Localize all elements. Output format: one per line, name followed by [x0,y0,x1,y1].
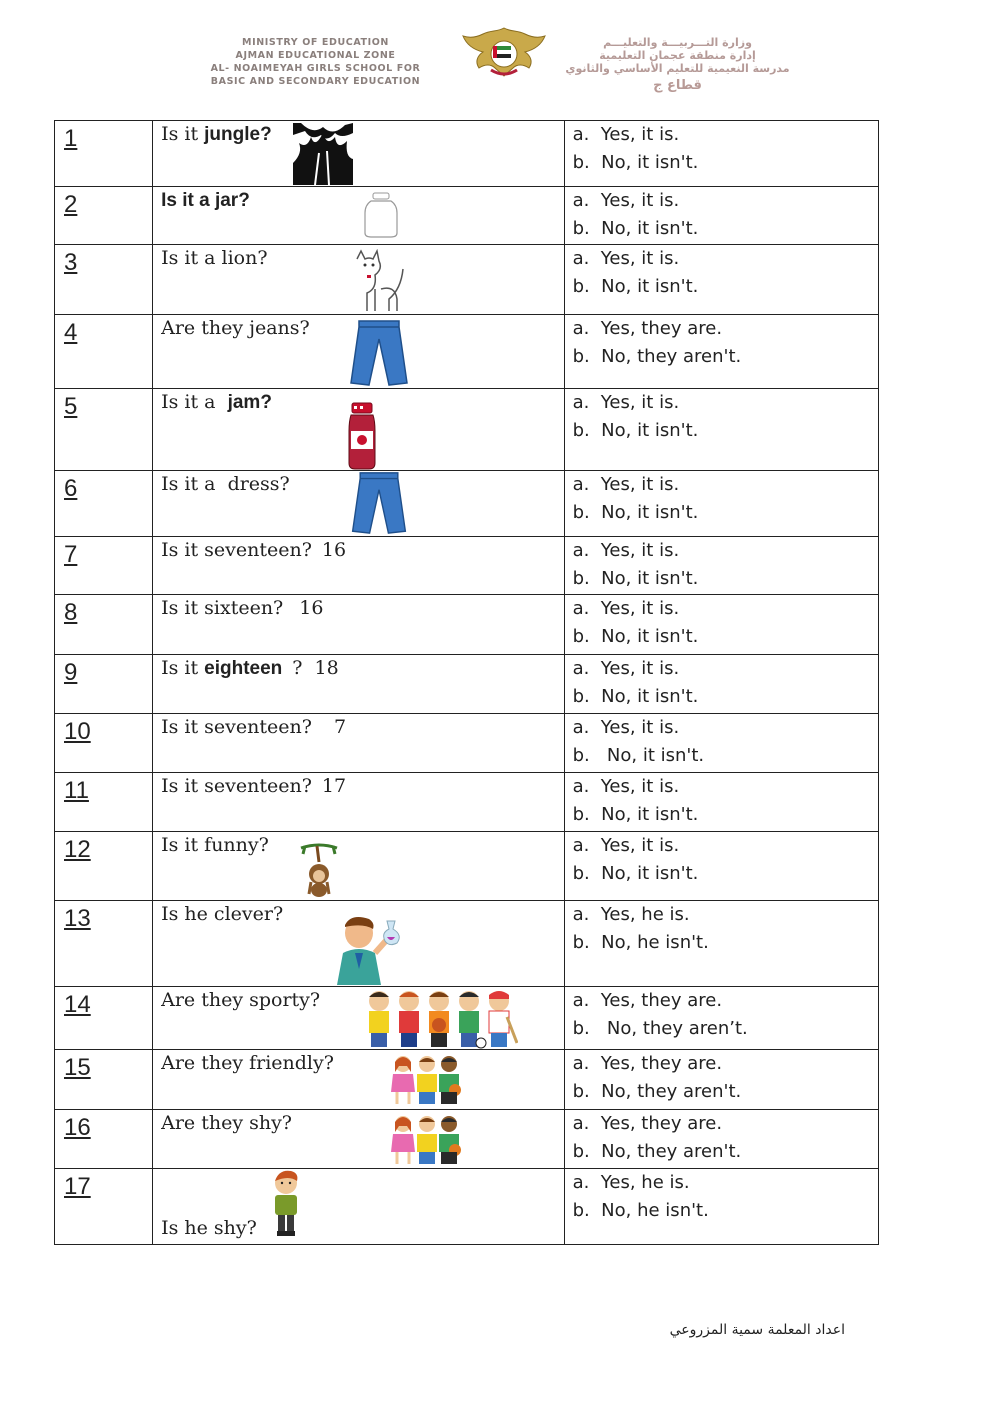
answer-option-a[interactable]: a. Yes, he is. [572,1172,690,1193]
answer-option-a[interactable]: a. Yes, it is. [572,248,680,269]
question-cell [153,773,564,832]
answer-option-b[interactable]: b. No, they aren't. [572,1081,742,1102]
answer-options-cell [564,315,878,389]
question-prompt: Is it funny? [161,834,269,856]
answer-options-cell [564,832,878,901]
answer-option-b[interactable]: b. No, they aren’t. [572,1018,748,1039]
answer-option-a[interactable]: a. Yes, it is. [572,474,680,495]
question-number-cell [55,471,153,537]
question-row [55,901,879,987]
answer-options-cell [564,537,878,595]
answer-option-a[interactable]: a. Yes, it is. [572,658,680,679]
header-line: MINISTRY OF EDUCATION [242,37,389,48]
question-number-cell [55,121,153,187]
question-number-hint: 17 [321,775,347,797]
question-text [161,834,279,857]
answer-options-cell [564,655,878,714]
question-keyword: jungle? [204,124,272,145]
question-prompt: Is it a [161,391,228,413]
question-number-cell [55,245,153,315]
answer-options-cell [564,714,878,773]
question-prompt: Is it [161,123,205,145]
question-number: 4 [64,319,78,346]
question-row [55,315,879,389]
question-row [55,121,879,187]
monkey-icon [297,842,341,898]
question-row [55,187,879,245]
question-text [161,597,323,620]
question-cell [153,1050,564,1110]
answer-options-cell [564,1050,878,1110]
question-text [161,775,346,798]
header-english [178,36,453,88]
jam-jar-icon [347,401,377,471]
question-text [161,1052,344,1075]
school-header [0,22,992,112]
question-text [161,989,330,1012]
header-line: مدرسة النعيمية للتعليم الأساسي والثانوي [565,62,790,75]
answer-options-cell [564,1169,878,1245]
question-prompt: Is it [161,657,205,679]
answer-options-cell [564,471,878,537]
question-number: 14 [64,991,91,1018]
question-text [161,189,260,212]
question-number: 1 [64,125,78,152]
jeans-icon [347,319,411,387]
answer-option-b[interactable]: b. No, it isn't. [572,804,699,825]
header-line: AJMAN EDUCATIONAL ZONE [235,50,396,61]
answer-options-cell [564,987,878,1050]
question-prompt: Is he clever? [161,903,284,925]
answer-option-a[interactable]: a. Yes, it is. [572,124,680,145]
header-arabic [545,36,810,92]
question-text [161,1112,302,1135]
question-row [55,245,879,315]
question-prompt: Is it seventeen? [161,716,312,738]
answer-options-cell [564,389,878,471]
question-row [55,1110,879,1169]
question-number: 5 [64,393,78,420]
answer-option-b[interactable]: b. No, it isn't. [572,420,699,441]
answer-option-b[interactable]: b. No, it isn't. [572,686,699,707]
question-row [55,1050,879,1110]
question-row [55,987,879,1050]
boy-icon [269,1169,303,1237]
answer-options-cell [564,595,878,655]
kids-group-icon [389,1112,463,1166]
answer-option-a[interactable]: a. Yes, they are. [572,990,723,1011]
question-number-cell [55,187,153,245]
answer-option-a[interactable]: a. Yes, it is. [572,598,680,619]
answer-option-b[interactable]: b. No, it isn't. [572,863,699,884]
question-prompt: Is it seventeen? [161,775,312,797]
question-number: 3 [64,249,78,276]
question-row [55,714,879,773]
question-text [161,657,339,680]
answer-option-b[interactable]: b. No, it isn't. [572,568,699,589]
answer-option-b[interactable]: b. No, they aren't. [572,346,742,367]
question-row [55,595,879,655]
question-keyword: jam? [227,392,272,413]
question-number: 2 [64,191,78,218]
answer-option-b[interactable]: b. No, they aren't. [572,1141,742,1162]
quiz-table [54,120,879,1245]
question-number-cell [55,595,153,655]
question-number-hint: 16 [321,539,347,561]
question-text [161,539,346,562]
cat-icon [347,249,407,313]
answer-option-b[interactable]: b. No, it isn't. [572,152,699,173]
question-number-cell [55,655,153,714]
question-number-cell [55,537,153,595]
uae-emblem-icon [461,24,547,84]
question-text [161,247,277,270]
question-cell [153,121,564,187]
answer-option-a[interactable]: a. Yes, it is. [572,717,680,738]
question-number: 9 [64,659,78,686]
question-number-cell [55,714,153,773]
header-line: وزارة التـــربيـــة والتعليـــم [603,36,752,49]
question-text [161,903,293,926]
question-row [55,471,879,537]
question-cell [153,389,564,471]
answer-option-b[interactable]: b. No, it isn't. [572,626,699,647]
question-number-cell [55,1169,153,1245]
question-text [161,1217,267,1240]
question-text [161,473,300,496]
question-cell [153,987,564,1050]
answer-option-a[interactable]: a. Yes, it is. [572,190,680,211]
question-number: 13 [64,905,91,932]
question-cell [153,1169,564,1245]
answer-options-cell [564,245,878,315]
jar-icon [361,191,401,239]
question-number: 15 [64,1054,91,1081]
question-row [55,655,879,714]
question-prompt: Are they jeans? [161,317,310,339]
question-prompt: Is he shy? [161,1217,257,1239]
question-row [55,773,879,832]
jeans-icon [347,471,411,535]
question-keyword: eighteen [204,658,283,679]
question-cell [153,187,564,245]
answer-option-a[interactable]: a. Yes, they are. [572,318,723,339]
question-number: 12 [64,836,91,863]
question-cell [153,471,564,537]
question-text [161,123,282,146]
question-number-cell [55,1110,153,1169]
header-line: AL- NOAIMEYAH GIRLS SCHOOL FOR [210,63,421,74]
question-prompt: Are they sporty? [161,989,321,1011]
answer-option-a[interactable]: a. Yes, it is. [572,776,680,797]
answer-options-cell [564,901,878,987]
answer-option-a[interactable]: a. Yes, it is. [572,835,680,856]
teacher-credit: اعداد المعلمة سمية المزروعي [669,1322,845,1338]
answer-option-a[interactable]: a. Yes, it is. [572,540,680,561]
answer-options-cell [564,773,878,832]
question-prompt: Is it a dress? [161,473,290,495]
scientist-icon [329,913,409,985]
question-number: 8 [64,599,78,626]
question-number-cell [55,1050,153,1110]
jungle-icon [293,123,353,185]
answer-option-b[interactable]: b. No, it isn't. [572,745,705,766]
answer-options-cell [564,1110,878,1169]
question-number: 16 [64,1114,91,1141]
question-cell [153,595,564,655]
question-row [55,832,879,901]
question-number-cell [55,832,153,901]
question-row [55,1169,879,1245]
question-cell [153,1110,564,1169]
question-number: 10 [64,718,91,745]
sporty-kids-icon [363,987,518,1049]
question-prompt: Are they shy? [161,1112,292,1134]
question-prompt: Is it seventeen? [161,539,312,561]
question-prompt: Is it sixteen? [161,597,284,619]
question-cell [153,714,564,773]
question-prompt: Are they friendly? [161,1052,334,1074]
question-cell [153,655,564,714]
header-line: إدارة منطقة عجمان التعليمية [599,49,756,62]
question-number: 7 [64,541,78,568]
question-cell [153,832,564,901]
question-number: 17 [64,1173,91,1200]
answer-option-b[interactable]: b. No, he isn't. [572,1200,709,1221]
answer-options-cell [564,121,878,187]
question-cell [153,245,564,315]
question-number-hint: ? 18 [292,657,339,679]
question-prompt: Is it a lion? [161,247,268,269]
question-text [161,317,320,340]
question-number-hint: 7 [321,716,347,738]
question-cell [153,901,564,987]
kids-group-icon [389,1052,463,1106]
question-number-hint: 16 [293,597,324,619]
header-sector: قطاع ج [653,78,702,93]
answer-option-b[interactable]: b. No, it isn't. [572,502,699,523]
question-cell [153,315,564,389]
question-row [55,389,879,471]
question-text [161,716,346,739]
question-number-cell [55,901,153,987]
question-number: 11 [64,777,89,804]
question-number: 6 [64,475,78,502]
answer-option-b[interactable]: b. No, it isn't. [572,218,699,239]
question-cell [153,537,564,595]
answer-option-a[interactable]: a. Yes, it is. [572,392,680,413]
header-line: BASIC AND SECONDARY EDUCATION [210,76,421,87]
answer-option-a[interactable]: a. Yes, they are. [572,1053,723,1074]
answer-options-cell [564,187,878,245]
question-row [55,537,879,595]
question-keyword: Is it a jar? [161,190,250,211]
answer-option-b[interactable]: b. No, it isn't. [572,276,699,297]
question-number-cell [55,987,153,1050]
answer-option-a[interactable]: a. Yes, he is. [572,904,690,925]
question-text [161,391,282,414]
answer-option-a[interactable]: a. Yes, they are. [572,1113,723,1134]
answer-option-b[interactable]: b. No, he isn't. [572,932,709,953]
question-number-cell [55,315,153,389]
question-number-cell [55,773,153,832]
question-number-cell [55,389,153,471]
